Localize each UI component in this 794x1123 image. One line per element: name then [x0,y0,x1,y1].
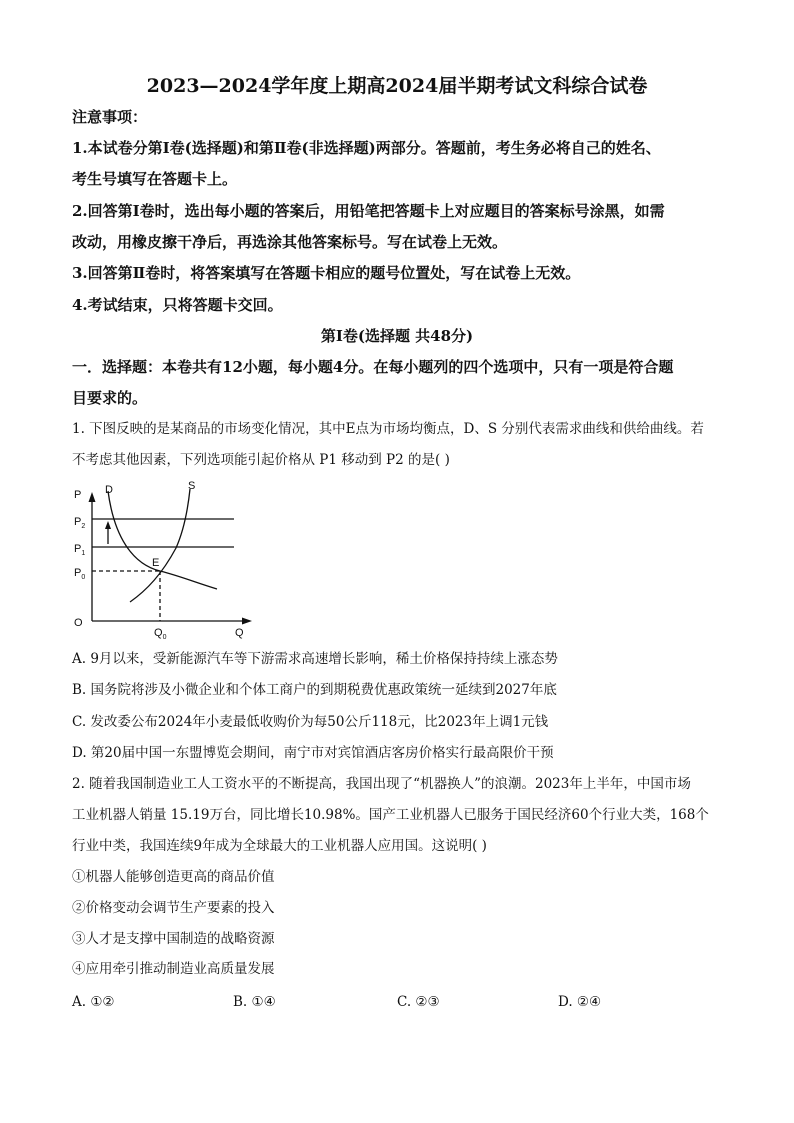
q2-stem: 行业中类，我国连续9年成为全球最大的工业机器人应用国。这说明( ) [72,838,487,854]
demand-label: D [105,484,113,496]
q1-option-a[interactable]: A. 9月以来，受新能源汽车等下游需求高速增长影响，稀土价格保持持续上涨态势 [72,651,558,667]
q1-option-d[interactable]: D. 第20届中国一东盟博览会期间，南宁市对宾馆酒店客房价格实行最高限价干预 [72,745,554,761]
notice-heading: 注意事项： [72,108,148,126]
p2-label: $P_2$ [74,516,86,530]
exam-title: 2023—2024学年度上期高2024届半期考试文科综合试卷 [146,75,648,97]
q1-stem: 1. 下图反映的是某商品的市场变化情况，其中E点为市场均衡点，D、S 分别代表需求曲线和供给曲线。若 [72,421,704,437]
q2-stem: 工业机器人销量 15.19万台，同比增长10.98%。国产工业机器人已服务于国民经济60个行业大类，168个 [72,807,709,823]
q2-option-b[interactable]: B. ①④ [233,994,276,1010]
q1-option-b[interactable]: B. 国务院将涉及小微企业和个体工商户的到期税费优惠政策统一延续到2027年底 [72,682,557,698]
notice-item: 考生号填写在答题卡上。 [72,170,238,188]
notice-item: 2.回答第Ⅰ卷时，选出每小题的答案后，用铅笔把答题卡上对应题目的答案标号涂黑，如需 [72,202,665,220]
q2-statement: ②价格变动会调节生产要素的投入 [72,900,275,916]
q2-option-c[interactable]: C. ②③ [397,994,440,1010]
q2-statement: ①机器人能够创造更高的商品价值 [72,869,275,885]
part-intro: 一．选择题：本卷共有12小题，每小题4分。在每小题列的四个选项中，只有一项是符合题 [72,358,674,376]
q2-statement: ③人才是支撑中国制造的战略资源 [72,931,275,947]
notice-item: 3.回答第Ⅱ卷时，将答案填写在答题卡相应的题号位置处，写在试卷上无效。 [72,264,581,282]
p0-label: $P_0$ [74,567,86,581]
q1-stem: 不考虑其他因素，下列选项能引起价格从 P1 移动到 P2 的是( ) [72,452,450,468]
price-axis-label: P [74,489,82,501]
p1-label: $P_1$ [74,543,86,557]
q2-statement: ④应用牵引推动制造业高质量发展 [72,961,275,977]
quantity-axis-arrow [242,618,252,625]
q2-option-a[interactable]: A. ①② [72,994,115,1010]
notice-item: 改动，用橡皮擦干净后，再选涂其他答案标号。写在试卷上无效。 [72,233,508,251]
section-title: 第Ⅰ卷(选择题 共48分) [320,327,474,345]
price-axis-arrow [89,492,96,502]
supply-label: S [188,480,196,492]
q2-option-d[interactable]: D. ②④ [558,994,602,1010]
notice-item: 1.本试卷分第Ⅰ卷(选择题)和第Ⅱ卷(非选择题)两部分。答题前，考生务必将自己的姓名、 [72,139,661,157]
q0-label: $Q_0$ [154,627,167,641]
quantity-axis-label: Q [235,627,244,639]
demand-curve [108,491,217,589]
price-move-arrow-head [105,521,111,529]
part-intro: 目要求的。 [72,389,148,407]
equilibrium-label: E [152,557,160,569]
notice-item: 4.考试结束，只将答题卡交回。 [72,296,283,314]
supply-demand-graph [72,478,262,644]
q1-option-c[interactable]: C. 发改委公布2024年小麦最低收购价为每50公斤118元，比2023年上调1元钱 [72,714,549,730]
q2-stem: 2. 随着我国制造业工人工资水平的不断提高，我国出现了“机器换人”的浪潮。2023年上半年，中国市场 [72,776,691,792]
origin-label: O [74,617,83,629]
